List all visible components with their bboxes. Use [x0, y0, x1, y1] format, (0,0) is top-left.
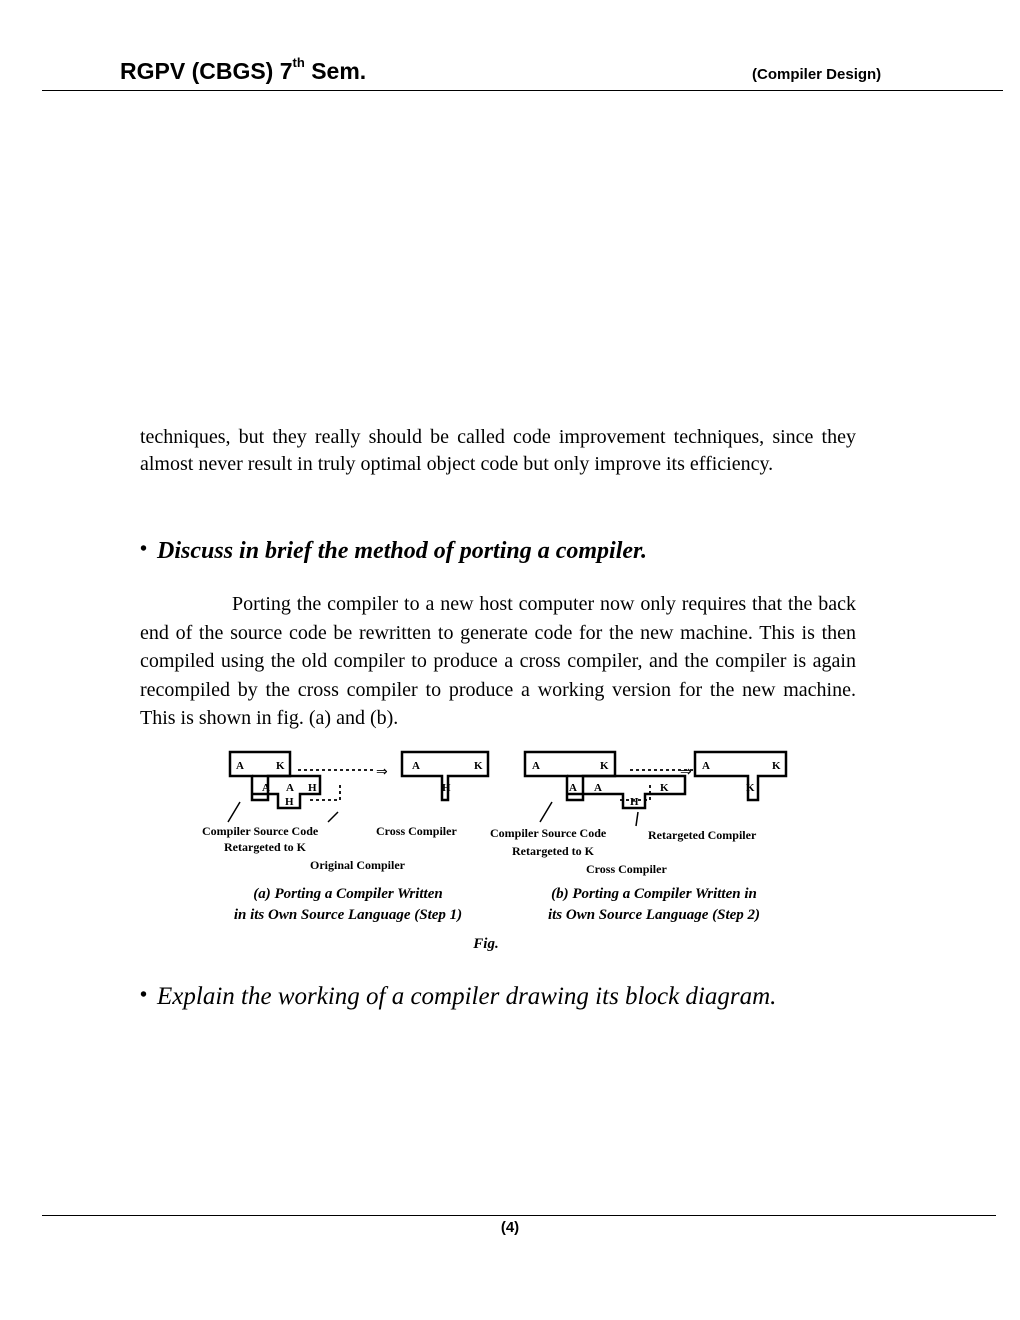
header-subject: (Compiler Design) [752, 66, 882, 83]
t-letter: A [412, 760, 420, 772]
t-letter: A [569, 782, 577, 794]
label-b-source: Compiler Source Code [490, 826, 607, 840]
t-letter: A [594, 782, 602, 794]
paragraph-intro: techniques, but they really should be called code improvement techniques, since they almost never result in truly optimal object code but only improve its efficiency. [140, 426, 856, 475]
t-letter: K [600, 760, 609, 772]
caption-b-line1: (b) Porting a Compiler Written in [551, 886, 757, 902]
t-letter: K [746, 782, 755, 794]
t-letter: A [532, 760, 540, 772]
t-letter: K [772, 760, 781, 772]
t-letter: K [276, 760, 285, 772]
header-title-prefix: RGPV (CBGS) 7 [120, 58, 293, 84]
pointer-b-cross [636, 812, 638, 826]
caption-b-line2: its Own Source Language (Step 2) [547, 907, 761, 923]
t-letter: A [262, 782, 270, 794]
fig-label: Fig. [473, 936, 499, 952]
t-letter: H [442, 782, 451, 794]
t-letter: A [236, 760, 244, 772]
question-block-diagram-text: Explain the working of a compiler drawing its block diagram. [157, 983, 777, 1010]
label-b-retargeted-to: Retargeted to K [512, 844, 594, 858]
pointer-a-cross [328, 812, 338, 822]
header-title [120, 55, 367, 85]
caption-a-line2: in its Own Source Language (Step 1) [233, 907, 463, 923]
header-rule [42, 90, 1003, 91]
t-letter: K [474, 760, 483, 772]
t-diagram-graphic [190, 742, 810, 832]
footer-rule [42, 1215, 996, 1216]
question-block-diagram [140, 983, 776, 1011]
t-letter: K [660, 782, 669, 794]
porting-figure [190, 742, 810, 962]
header-title-suffix: Sem. [304, 58, 367, 84]
caption-a [198, 884, 498, 926]
t-letter: H [308, 782, 317, 794]
question-porting-text: Discuss in brief the method of porting a compiler. [157, 538, 648, 564]
label-b-cross: Cross Compiler [586, 862, 667, 876]
t-letter: A [702, 760, 710, 772]
bullet-icon: • [140, 984, 148, 1006]
caption-a-line1: (a) Porting a Compiler Written [253, 886, 443, 902]
label-a-original: Original Compiler [310, 858, 405, 872]
t-letter: H [630, 796, 639, 808]
paragraph-porting: Porting the compiler to a new host computer now only requires that the back end of the source code be rewritten to generate code for the new machine. This is then compiled using the old compiler to produce a cross compiler, and the compiler is again recompiled by the cross compiler to produce a working version for the new machine. This is shown in fig. (a) and (b). [140, 593, 856, 729]
t-letter: A [286, 782, 294, 794]
question-porting [140, 538, 647, 565]
label-a-retargeted: Retargeted to K [224, 840, 306, 854]
label-b-retargeted-compiler: Retargeted Compiler [648, 828, 757, 842]
arrow-icon: ⇒ [376, 764, 388, 780]
pointer-b-source [540, 802, 552, 822]
t-letter: H [285, 796, 294, 808]
label-a-cross: Cross Compiler [376, 824, 457, 838]
header-title-sup: th [292, 55, 305, 71]
label-a-source: Compiler Source Code [202, 824, 319, 838]
arrow-icon: ⇒ [680, 764, 692, 780]
caption-b [508, 884, 800, 926]
page-number: (4) [500, 1219, 520, 1236]
pointer-a-source [228, 802, 240, 822]
bullet-icon: • [140, 538, 148, 560]
